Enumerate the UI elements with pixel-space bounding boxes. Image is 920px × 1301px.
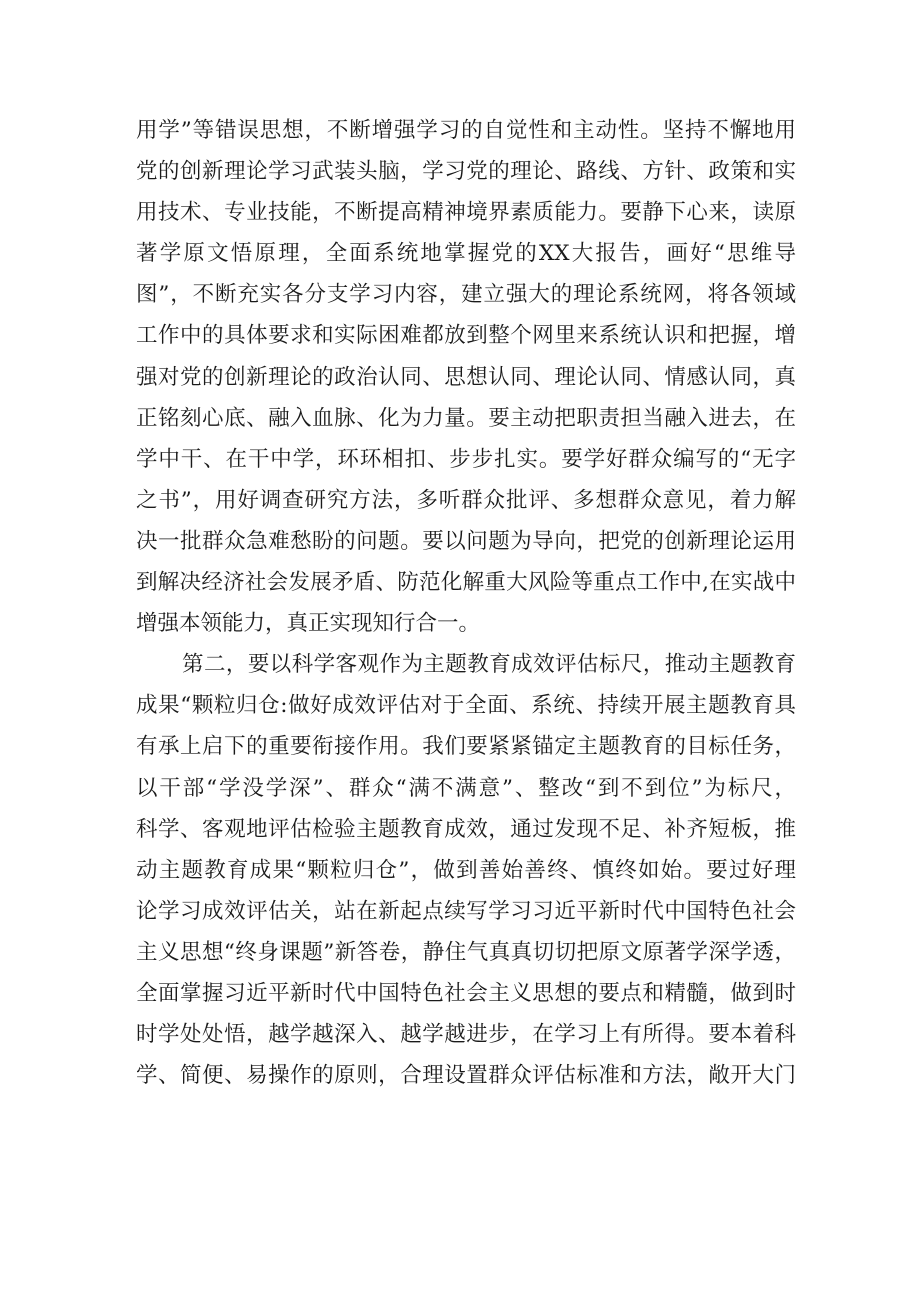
paragraph-1	[136, 110, 796, 644]
paragraph-line: 学、简便、易操作的原则，合理设置群众评估标准和方法，敞开大门	[136, 1063, 796, 1089]
paragraph-line: 正铭刻心底、融入血脉、化为力量。要主动把职责担当融入进去，在	[136, 405, 796, 431]
paragraph-line: 图”，不断充实各分支学习内容，建立强大的理论系统网，将各领域	[136, 282, 796, 308]
paragraph-line: 以干部“学没学深”、群众“满不满意”、整改“到不到位”为标尺，	[136, 775, 796, 801]
paragraph-line: 到解决经济社会发展矛盾、防范化解重大风险等重点工作中,在实战中	[136, 570, 796, 596]
paragraph-line: 用学”等错误思想，不断增强学习的自觉性和主动性。坚持不懈地用	[136, 118, 796, 143]
document-body	[136, 110, 796, 1096]
paragraph-line: 用技术、专业技能，不断提高精神境界素质能力。要静下心来，读原	[136, 200, 796, 226]
paragraph-line: 第二，要以科学客观作为主题教育成效评估标尺，推动主题教育	[182, 652, 796, 678]
paragraph-2	[136, 644, 796, 1096]
paragraph-line: 学中干、在干中学，环环相扣、步步扎实。要学好群众编写的“无字	[136, 446, 796, 472]
paragraph-line: 时学处处悟，越学越深入、越学越进步，在学习上有所得。要本着科	[136, 1022, 796, 1048]
paragraph-line: 增强本领能力，真正实现知行合一。	[136, 611, 481, 637]
paragraph-line: 有承上启下的重要衔接作用。我们要紧紧锚定主题教育的目标任务，	[136, 734, 796, 760]
paragraph-line: 动主题教育成果“颗粒归仓”，做到善始善终、慎终如始。要过好理	[136, 857, 796, 883]
paragraph-line: 成果“颗粒归仓:做好成效评估对于全面、系统、持续开展主题教育具	[136, 693, 796, 719]
paragraph-line: 党的创新理论学习武装头脑，学习党的理论、路线、方针、政策和实	[136, 159, 796, 185]
paragraph-line: 著学原文悟原理，全面系统地掌握党的XX大报告，画好“思维导	[136, 241, 796, 267]
paragraph-line: 之书”，用好调查研究方法，多听群众批评、多想群众意见，着力解	[136, 487, 796, 513]
paragraph-line: 强对党的创新理论的政治认同、思想认同、理论认同、情感认同，真	[136, 364, 796, 390]
paragraph-line: 决一批群众急难愁盼的问题。要以问题为导向，把党的创新理论运用	[136, 528, 796, 554]
paragraph-line: 主义思想“终身课题”新答卷，静住气真真切切把原文原著学深学透，	[136, 939, 796, 965]
paragraph-line: 论学习成效评估关，站在新起点续写学习习近平新时代中国特色社会	[136, 898, 796, 924]
paragraph-line: 全面掌握习近平新时代中国特色社会主义思想的要点和精髓，做到时	[136, 980, 796, 1006]
paragraph-line: 科学、客观地评估检验主题教育成效，通过发现不足、补齐短板，推	[136, 816, 796, 842]
paragraph-line: 工作中的具体要求和实际困难都放到整个网里来系统认识和把握，增	[136, 323, 796, 349]
